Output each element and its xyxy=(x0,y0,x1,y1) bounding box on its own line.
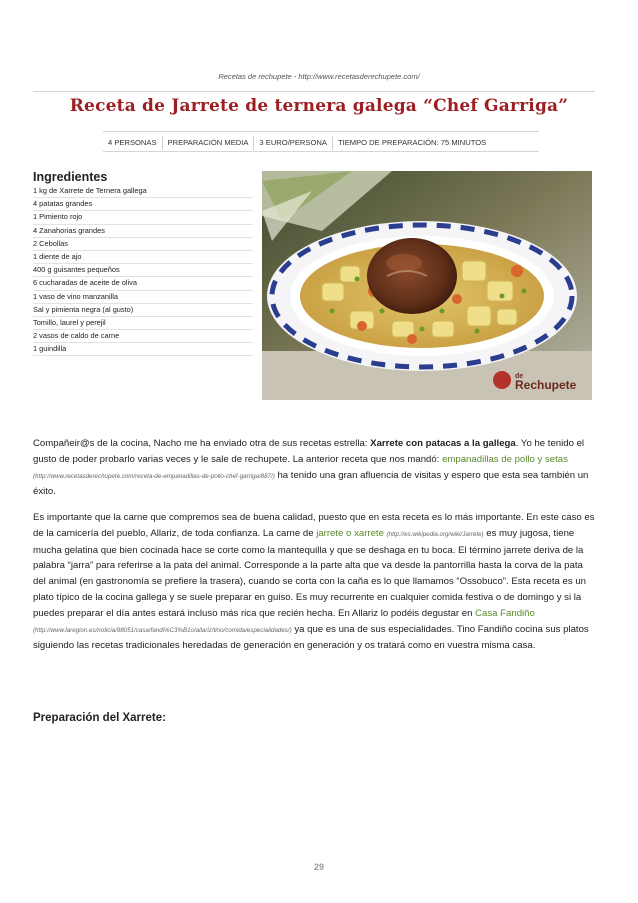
link-jarrete[interactable]: jarrete o xarrete xyxy=(316,527,384,539)
ingredient-item: 2 vasos de caldo de carne xyxy=(33,330,253,343)
photo-logo-text: Rechupete xyxy=(515,378,577,392)
ingredients-heading: Ingredientes xyxy=(33,170,108,184)
meta-time: TIEMPO DE PREPARACIÓN: 75 MINUTOS xyxy=(332,136,491,150)
ingredient-item: 2 Cebollas xyxy=(33,238,253,251)
dish-photo xyxy=(262,171,592,400)
body-text-2: es muy jugosa, tiene mucha gelatina que bien cocinada hace se corte como la mantequilla y que se deshaga en tu boca. El término jarrete deriva de la palabra “jarra” para referirse a la pata del animal. Corresponde a la parte alta que va desde la pantorrilla hasta la corva de la pata del animal (en gastronomía se prefiere la trasera), cuando se corta con la caña es lo que llamamos “Ossobuco”. Esta receta es un plato típico de la cocina gallega y se suele preparar en guiso. Es muy recurrente en cualquier comida festiva o de domingo y si la puedes preparar el día antes estará incluso más rica que recién hecha. En Allariz lo podéis degustar en xyxy=(33,527,586,619)
meta-cost: 3 EURO/PERSONA xyxy=(253,136,332,150)
body-text-1: Es importante que la carne que compremos sea de buena calidad, puesto que en esta receta es lo más importante. En este caso es de la carnicería del pueblo, Allariz, de toda confianza. La carne de xyxy=(33,512,595,539)
ingredient-item: 1 guindilla xyxy=(33,343,253,356)
ingredient-item: Tomillo, laurel y perejil xyxy=(33,317,253,330)
intro-paragraph xyxy=(33,436,595,500)
url-casa-fandino[interactable]: (http://www.laregion.es/noticia/98051/casa/fandi%C3%B1o/allariz/tino/comida/especialidades/) xyxy=(33,626,292,634)
ingredients-list xyxy=(33,185,253,356)
header-rule xyxy=(33,91,595,92)
body-text-3: ya que es una de sus especialidades. Tino Fandiño cocina sus platos siguiendo las recetas tradicionales heredadas de generación en generación y os tratará como en vuestra misma casa. xyxy=(33,623,589,652)
ingredient-item: 4 Zanahorias grandes xyxy=(33,225,253,238)
recipe-title: Receta de Jarrete de ternera galega “Chef Garriga” xyxy=(69,96,569,116)
ingredient-item: 1 vaso de vino manzanilla xyxy=(33,291,253,304)
intro-text-3: ha tenido una gran afluencia de visitas y espero que esta sea también un éxito. xyxy=(33,469,589,498)
meta-difficulty: PREPARACIÓN MEDIA xyxy=(162,136,254,150)
url-empanadillas[interactable]: (http://www.recetasderechupete.com/receta-de-empanadillas-de-pollo-chef-garriga/887/) xyxy=(33,472,275,480)
ingredient-item: 400 g guisantes pequeños xyxy=(33,264,253,277)
ingredient-item: 1 diente de ajo xyxy=(33,251,253,264)
rechupete-logo-icon xyxy=(493,371,511,389)
meta-servings: 4 PERSONAS xyxy=(108,138,157,147)
body-paragraph xyxy=(33,510,595,654)
meta-rule xyxy=(103,151,539,152)
ingredient-item: 6 cucharadas de aceite de oliva xyxy=(33,277,253,290)
page-number: 29 xyxy=(313,862,324,872)
intro-text-1: Compañeir@s de la cocina, Nacho me ha enviado otra de sus recetas estrella: xyxy=(33,438,371,449)
ingredient-item: 1 kg de Xarrete de Ternera gallega xyxy=(33,185,253,198)
preparation-heading: Preparación del Xarrete: xyxy=(33,712,166,724)
title-rule xyxy=(103,131,539,132)
intro-bold-recipe: Xarrete con patacas a la gallega xyxy=(370,438,516,449)
recipe-meta-bar xyxy=(103,136,491,150)
link-empanadillas[interactable]: empanadillas de pollo y setas xyxy=(442,453,568,465)
ingredient-item: Sal y pimienta negra (al gusto) xyxy=(33,304,253,317)
photo-logo-small: de xyxy=(515,373,524,380)
link-casa-fandino[interactable]: Casa Fandiño xyxy=(475,607,535,619)
intro-text-2: . Yo he tenido el gusto de poder probarlo varias veces y le sale de rechupete. La anterior receta que nos mandó: xyxy=(33,438,585,465)
ingredient-item: 1 Pimiento rojo xyxy=(33,211,253,224)
source-header: Recetas de rechupete - http://www.recetasderechupete.com/ xyxy=(218,72,420,81)
url-jarrete[interactable]: (http://es.wikipedia.org/wiki/Jarrete) xyxy=(386,530,484,538)
ingredient-item: 4 patatas grandes xyxy=(33,198,253,211)
